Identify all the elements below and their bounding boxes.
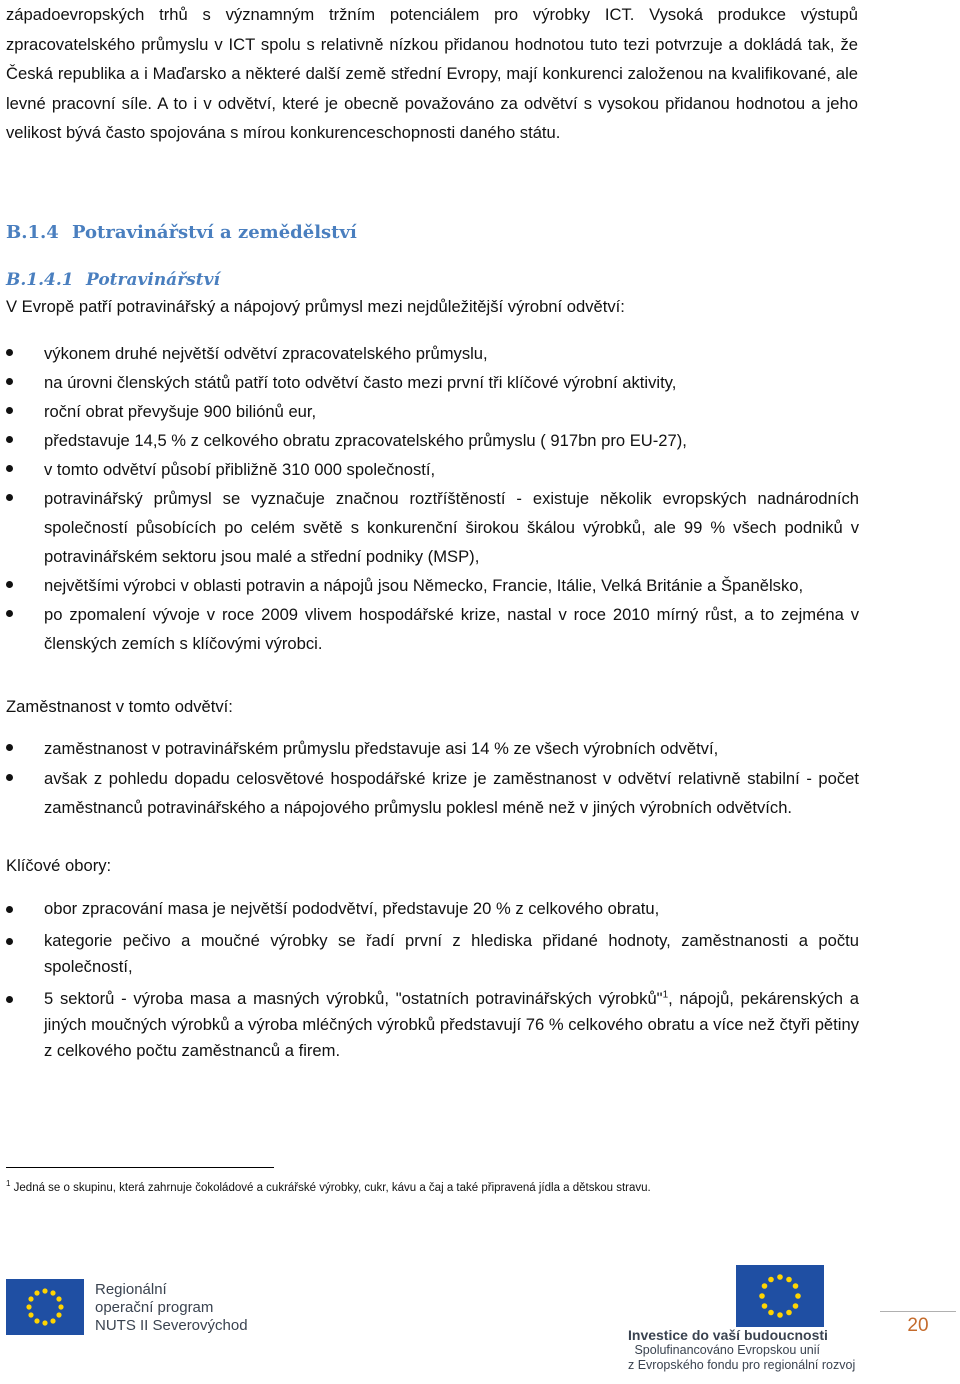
subsection-title: Potravinářství	[86, 270, 220, 290]
page-number-divider	[880, 1311, 956, 1312]
lead-paragraph: V Evropě patří potravinářský a nápojový průmysl mezi nejdůležitější výrobní odvětví:	[6, 297, 625, 316]
page-footer	[0, 1265, 960, 1375]
subsection-number: B.1.4.1	[6, 270, 74, 290]
footnote-text: Jedná se o skupinu, která zahrnuje čokoládové a cukrářské výrobky, cukr, kávu a čaj a také připravená jídla a dětskou stravu.	[10, 1182, 651, 1194]
footnote-divider	[6, 1167, 274, 1168]
list-item: zaměstnanost v potravinářském průmyslu představuje asi 14 % ze všech výrobních odvětví,	[0, 734, 859, 764]
list-item: avšak z pohledu dopadu celosvětové hospodářské krize je zaměstnanost v odvětví relativně stabilní - počet zaměstnanců potravinářského a nápojového průmyslu poklesl méně než v jiných výrobních odvětvích.	[0, 764, 859, 823]
list-item: výkonem druhé největší odvětví zpracovatelského průmyslu,	[0, 339, 859, 368]
list-item: roční obrat převyšuje 900 biliónů eur,	[0, 397, 859, 426]
footnote-ref[interactable]: 1	[662, 989, 669, 1001]
industry-facts-list	[0, 339, 860, 658]
list-item: na úrovni členských států patří toto odvětví často mezi první tři klíčové výrobní aktivity,	[0, 368, 859, 397]
list-item: v tomto odvětví působí přibližně 310 000 společností,	[0, 455, 859, 484]
employment-list	[0, 734, 860, 823]
bullet-icon	[6, 436, 13, 443]
bullet-icon	[6, 349, 13, 356]
eu-flag-icon	[6, 1279, 84, 1335]
list-item: kategorie pečivo a moučné výrobky se řadí první z hlediska přidané hodnoty, zaměstnanosti a počtu společností,	[0, 928, 859, 980]
key-fields-label: Klíčové obory:	[6, 856, 112, 875]
section-heading	[6, 222, 357, 243]
list-item: největšími výrobci v oblasti potravin a nápojů jsou Německo, Francie, Itálie, Velká Británie a Španělsko,	[0, 571, 859, 600]
bullet-icon	[6, 996, 13, 1003]
bullet-icon	[6, 465, 13, 472]
list-item: po zpomalení vývoje v roce 2009 vlivem hospodářské krize, nastal v roce 2010 mírný růst, a to zejména v členských zemích s klíčovými výrobci.	[0, 600, 859, 658]
regional-program-logo: Regionální operační program NUTS II Severovýchod	[95, 1281, 248, 1334]
bullet-icon	[6, 906, 13, 913]
list-item: 5 sektorů - výroba masa a masných výrobků, "ostatních potravinářských výrobků"$^1$, nápojů, pekárenských a jiných moučných výrobků a výroba mléčných výrobků představují 76 % celkového obratu a více než čtyři pětiny z celkového počtu zaměstnanců a firem.	[0, 986, 859, 1064]
bullet-icon	[6, 938, 13, 945]
footnote-marker: 1	[6, 1179, 11, 1189]
bullet-icon	[6, 581, 13, 588]
subsection-heading	[6, 270, 220, 290]
bullet-icon	[6, 407, 13, 414]
page-number: 20	[907, 1315, 929, 1336]
intro-paragraph	[6, 0, 858, 148]
eu-tagline: Investice do vaší budoucnosti Spolufinancováno Evropskou unií z Evropského fondu pro regionální rozvoj	[628, 1327, 856, 1372]
bullet-icon	[6, 744, 13, 751]
key-fields-list	[0, 896, 860, 1070]
bullet-icon	[6, 610, 13, 617]
footnote	[6, 1179, 651, 1194]
list-item: představuje 14,5 % z celkového obratu zpracovatelského průmyslu ( 917bn pro EU-27),	[0, 426, 859, 455]
bullet-icon	[6, 378, 13, 385]
bullet-icon	[6, 494, 13, 501]
intro-text: západoevropských trhů s významným tržním potenciálem pro výrobky ICT. Vysoká produkce výstupů zpracovatelského průmyslu v ICT spolu s relativně nízkou přidanou hodnotou tuto tezi potvrzuje a dokládá tak, že Česká republika a i Maďarsko a některé další země střední Evropy, mají konkurenci založenou na kvalifikované, ale levné pracovní síle. A to i v odvětví, které je obecně považováno za odvětví s vysokou přidanou hodnotou a jeho velikost bývá často spojována s mírou konkurenceschopnosti daného státu.	[6, 5, 858, 142]
list-item: potravinářský průmysl se vyznačuje značnou roztříštěností - existuje několik evropských nadnárodních společností působících po celém světě s konkurenční širokou škálou výrobků, ale 99 % všech podniků v potravinářském sektoru jsou malé a střední podniky (MSP),	[0, 484, 859, 571]
eu-flag-icon	[736, 1265, 824, 1327]
list-item: obor zpracování masa je největší pododvětví, představuje 20 % z celkového obratu,	[0, 896, 859, 922]
section-number: B.1.4	[6, 222, 59, 243]
bullet-icon	[6, 774, 13, 781]
employment-label: Zaměstnanost v tomto odvětví:	[6, 697, 233, 716]
section-title: Potravinářství a zemědělství	[72, 222, 357, 243]
